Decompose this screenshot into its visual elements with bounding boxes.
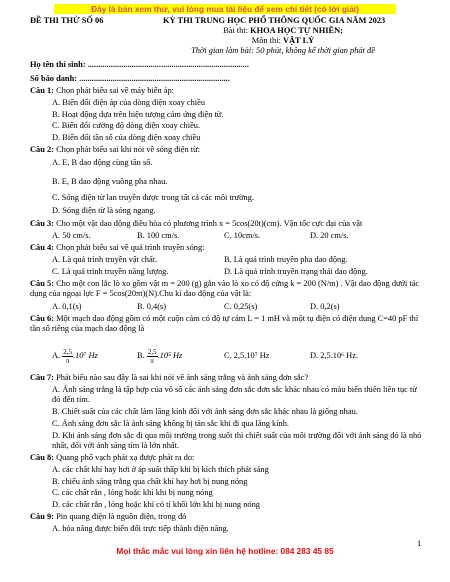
q5-option-a: A. 0,1(s) <box>52 302 82 311</box>
exam-number: ĐỀ THI THỬ SỐ 06 <box>30 16 104 25</box>
q2-option-d: D. Sóng điện từ là sóng ngang. <box>52 206 156 215</box>
q3-option-b: B. 100 cm/s. <box>137 231 180 240</box>
hotline-banner: Mọi thắc mắc vui lòng xin liên hệ hotline: 084 283 45 85 <box>116 546 334 556</box>
question-3: Câu 3: Cho một vật dao động điều hòa có phương trình x = 5cos(20t)(cm). Vận tốc cực đại của vật <box>30 219 363 228</box>
exam-title: KỲ THI TRUNG HỌC PHỔ THÔNG QUỐC GIA NĂM 2023 <box>163 16 386 25</box>
q8-option-a: A. các chất khí hay hơi ở áp suất thấp khi bị kích thích phát sáng <box>52 465 269 474</box>
q1-option-d: D. Biến đổi tần số của dòng điện xoay chiều <box>52 133 201 142</box>
q6-option-d: D. 2,5.10⁶ Hz. <box>310 351 359 360</box>
q7-option-d: D. Khi ánh sáng đơn sắc đi qua môi trường trong suốt thì chiết suất của môi trường đối với ánh sáng đỏ là nhỏ nhất, đối với ánh sáng tím là lớn nhất. <box>52 431 422 450</box>
q5-option-c: C. 0,25(s) <box>224 302 258 311</box>
q6-option-b-fraction: $\frac{2,5}{\pi}$ <box>147 347 157 365</box>
question-1: Câu 1: Chọn phát biểu sai về máy biến áp: <box>30 86 174 95</box>
q5-option-b: B. 0,4(s) <box>137 302 167 311</box>
q4-option-a: A. Là quá trình truyền vật chất. <box>52 255 158 264</box>
q1-option-a: A. Biến đổi điện áp của dòng điện xoay chiều <box>52 98 206 107</box>
question-7: Câu 7: Phát biểu nào sau đây là sai khi nói về ánh sáng trắng và ánh sáng đơn sắc? <box>30 373 309 382</box>
q4-option-c: C. Là quá trình truyền năng lượng. <box>52 267 169 276</box>
question-6: Câu 6: Một mạch dao động gồm có một cuộn cảm có độ tự cảm L = 1 mH và một tụ điện có điện dung C=40 pF thì tần số riêng của mạch dao động là <box>30 314 419 333</box>
q2-option-b: B. E, B dao động vuông pha nhau. <box>52 177 168 186</box>
candidate-id-line: Số báo danh: ........................................................................ <box>30 74 230 83</box>
exam-time-note: Thời gian làm bài: 50 phút, không kể thời gian phát đề <box>191 46 375 55</box>
q6-option-c: C. 2,5.10⁷ Hz <box>224 351 270 360</box>
q3-option-d: D. 20 cm/s. <box>310 231 349 240</box>
q2-option-c: C. Sóng điện từ lan truyền được trong tất cả các môi trường. <box>52 193 255 202</box>
question-8: Câu 8: Quang phổ vạch phát xạ được phát ra do: <box>30 453 195 462</box>
q8-option-b: B. chiếu ánh sáng trắng qua chất khí hay hơi bị nung nóng <box>52 477 248 486</box>
q8-option-d: D. các chất rắn , lỏng hoặc khí có tỉ khối lớn khi bị nung nóng <box>52 500 260 509</box>
q6-option-b: B. $\frac{2,5}{\pi}$ .10⁵ Hz <box>137 347 183 365</box>
question-9: Câu 9: Pin quang điện là nguồn điện, trong đó <box>30 512 187 521</box>
exam-section: Bài thi: KHOA HỌC TỰ NHIÊN; <box>223 26 343 35</box>
preview-notice-banner: Đây là bản xem thử, vui lòng mua tài liệu để xem chi tiết (có lời giải) <box>54 4 396 14</box>
q1-option-c: C. Biến đổi cường độ dòng điện xoay chiều. <box>52 121 201 130</box>
q8-option-c: C. các chất rắn , lỏng hoặc khí khi bị nung nóng <box>52 488 213 497</box>
q9-option-a: A. hóa năng được biến đổi trực tiếp thành điện năng. <box>52 524 229 533</box>
q5-option-d: D. 0,2(s) <box>310 302 340 311</box>
q7-option-a: A. Ánh sáng trắng là tập hợp của vô số các ánh sáng đơn sắc đơn sắc khác nhau có màu biến thiên liên tục từ đỏ đến tím. <box>52 385 417 404</box>
candidate-name-line: Họ tên thí sinh: ............................................................................. <box>30 60 249 69</box>
q6-option-a-fraction: $\frac{2,5}{\pi}$ <box>63 347 72 365</box>
q1-option-b: B. Hoạt động dựa trên hiện tượng cảm ứng điện từ. <box>52 110 224 119</box>
page-number: 1 <box>417 538 422 548</box>
question-5: Câu 5: Cho một con lắc lò xo gồm vật m = 200 (g) gắn vào lò xo có độ cứng k = 200 (N/m) . Vật dao động dưới tác dụng của ngoại lực F = 5cos(20πt)(N).Chu kì dao động của vật là: <box>30 279 420 298</box>
exam-subject: Môn thi: VẬT LÝ <box>251 36 315 45</box>
q3-option-c: C. 10cm/s. <box>224 231 261 240</box>
question-2: Câu 2: Chọn phát biểu sai khi nói về sóng điện từ: <box>30 145 200 154</box>
q7-option-c: C. Ánh sáng đơn sắc là ánh sáng không bị tán sắc khi đi qua lăng kính. <box>52 419 290 428</box>
question-4: Câu 4: Chọn phát biểu sai về quá trình truyền sóng: <box>30 243 205 252</box>
q6-option-a: A. $\frac{2,5}{\pi}$ .10⁷ Hz <box>52 347 98 365</box>
q3-option-a: A. 50 cm/s. <box>52 231 91 240</box>
q4-option-b: B. Là quá trình truyền pha dao động. <box>224 255 348 264</box>
q2-option-a: A. E, B dao động cùng tần số. <box>52 158 153 167</box>
q4-option-d: D. Là quá trình truyền trạng thái dao động. <box>224 267 368 276</box>
q7-option-b: B. Chiết suất của các chất làm lăng kính đối với ánh sáng đơn sắc khác nhau là giống nhau. <box>52 407 358 416</box>
